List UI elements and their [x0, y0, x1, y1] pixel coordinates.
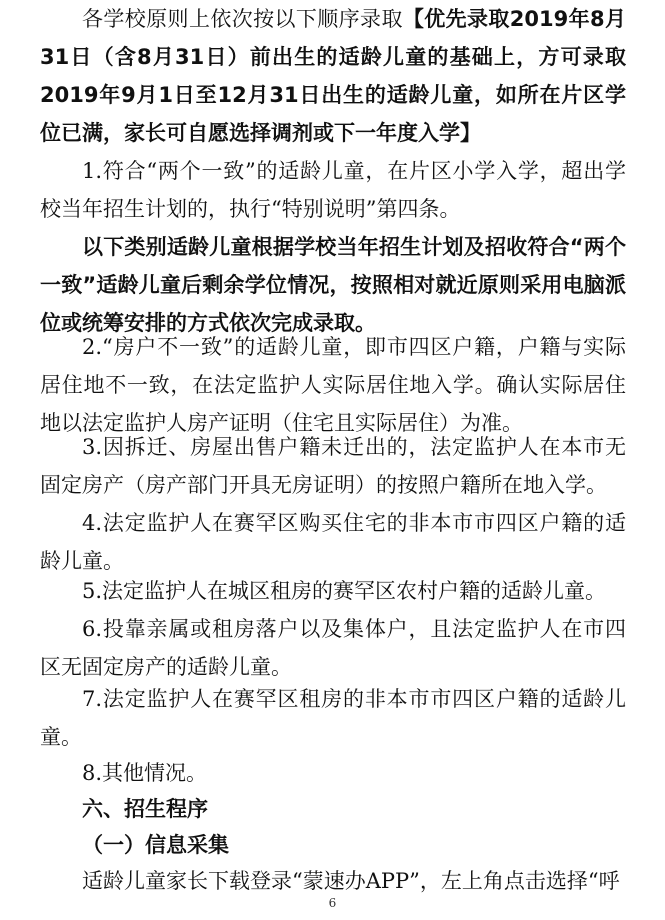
page-number: 6 [328, 896, 337, 910]
intro-bold-text: 【优先录取2019年8月31日（含8月31日）前出生的适龄儿童的基础上，方可录取2019年9月1日至12月31日出生的适龄儿童，如所在片区学位已满，家长可自愿选择调剂或下一年度入学】 [40, 7, 626, 145]
section-heading: 六、招生程序 [82, 797, 208, 821]
bold-paragraph: 以下类别适龄儿童根据学校当年招生计划及招收符合“两个一致”适龄儿童后剩余学位情况，按照相对就近原则采用电脑派位或统筹安排的方式依次完成录取。 [40, 235, 626, 335]
item-1: 1.符合“两个一致”的适龄儿童，在片区小学入学，超出学校当年招生计划的，执行“特别说明”第四条。 [40, 159, 626, 221]
item-2: 2.“房户不一致”的适龄儿童，即市四区户籍，户籍与实际居住地不一致，在法定监护人实际居住地入学。确认实际居住地以法定监护人房产证明（住宅且实际居住）为准。 [40, 335, 626, 435]
item-3: 3.因拆迁、房屋出售户籍未迁出的，法定监护人在本市无固定房产（房产部门开具无房证明）的按照户籍所在地入学。 [40, 435, 626, 497]
item-5: 5.法定监护人在城区租房的赛罕区农村户籍的适龄儿童。 [82, 579, 607, 603]
last-paragraph: 适龄儿童家长下载登录“蒙速办APP”，左上角点击选择“呼 [82, 869, 620, 893]
item-6: 6.投靠亲属或租房落户以及集体户，且法定监护人在市四区无固定房产的适龄儿童。 [40, 617, 626, 679]
item-7: 7.法定监护人在赛罕区租房的非本市市四区户籍的适龄儿童。 [40, 687, 626, 749]
intro-normal-text: 各学校原则上依次按以下顺序录取 [82, 7, 403, 31]
subsection-heading: （一）信息采集 [82, 833, 229, 857]
item-8: 8.其他情况。 [82, 761, 208, 785]
item-4: 4.法定监护人在赛罕区购买住宅的非本市市四区户籍的适龄儿童。 [40, 511, 626, 573]
intro-paragraph [40, 0, 626, 152]
